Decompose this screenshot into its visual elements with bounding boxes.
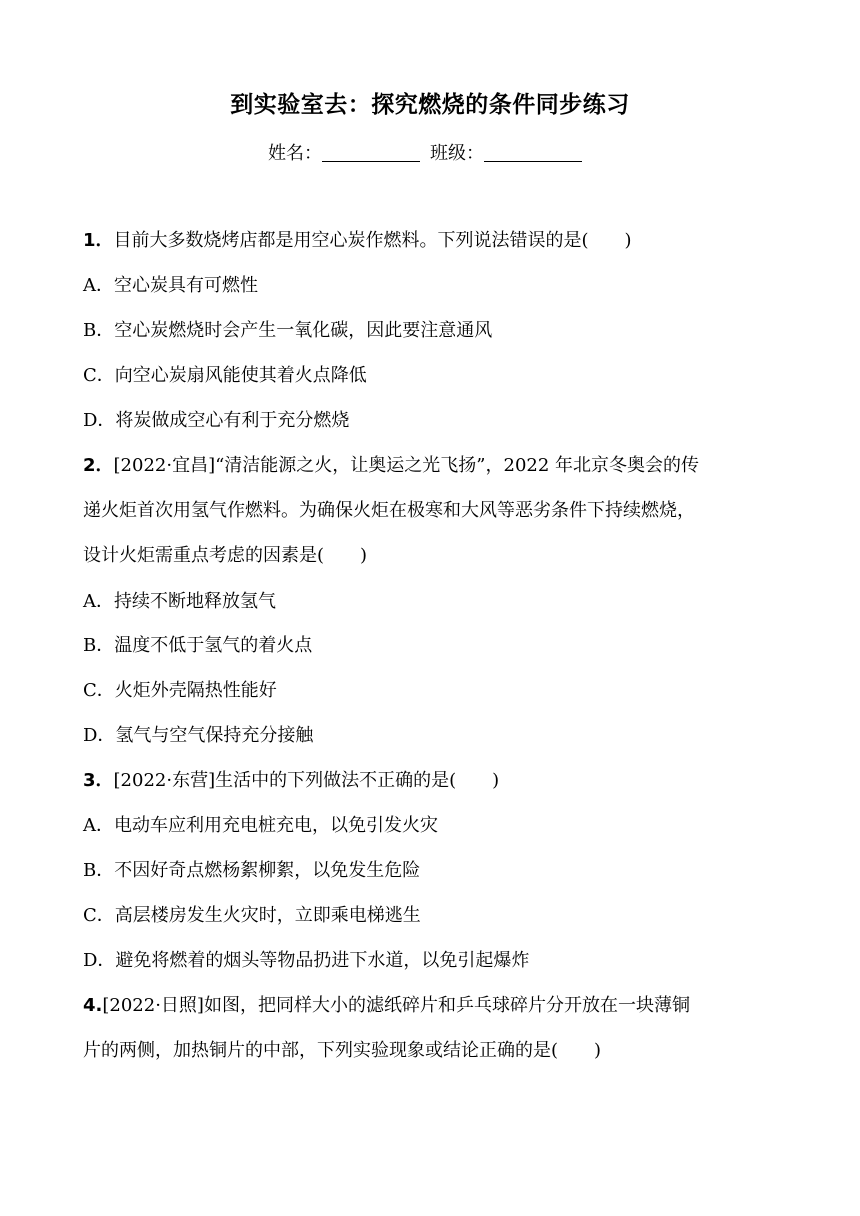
- class-blank: [484, 143, 582, 162]
- question-text: [2022·宜昌]“清洁能源之火，让奥运之光飞扬”，2022 年北京冬奥会的传: [113, 455, 700, 476]
- question-1-option-b: B．空心炭燃烧时会产生一氧化碳，因此要注意通风: [83, 320, 493, 341]
- question-3-option-b: B．不因好奇点燃杨絮柳絮，以免发生危险: [83, 860, 421, 881]
- question-1-option-a: A．空心炭具有可燃性: [83, 275, 258, 296]
- question-number: 3．: [83, 770, 114, 791]
- question-1-stem: [83, 228, 632, 254]
- question-2-stem-line-2: 递火炬首次用氢气作燃料。为确保火炬在极寒和大风等恶劣条件下持续燃烧，: [83, 500, 695, 521]
- question-1-option-d: D．将炭做成空心有利于充分燃烧: [83, 410, 350, 431]
- name-label: 姓名：: [268, 143, 322, 164]
- question-2-option-c: C．火炬外壳隔热性能好: [83, 680, 277, 701]
- question-2-stem: [83, 453, 699, 479]
- question-text: [2022·东营]生活中的下列做法不正确的是( ): [113, 770, 500, 791]
- question-2-option-b: B．温度不低于氢气的着火点: [83, 635, 313, 656]
- question-2-option-d: D．氢气与空气保持充分接触: [83, 725, 314, 746]
- question-4-stem: [83, 993, 690, 1019]
- question-number: 2．: [83, 455, 114, 476]
- question-3-option-c: C．高层楼房发生火灾时，立即乘电梯逃生: [83, 905, 421, 926]
- student-info: [0, 139, 860, 165]
- class-label: 班级：: [430, 143, 484, 164]
- question-3-stem: [83, 768, 499, 794]
- question-2-option-a: A．持续不断地释放氢气: [83, 591, 276, 612]
- name-blank: [322, 143, 420, 162]
- question-3-option-a: A．电动车应利用充电桩充电，以免引发火灾: [83, 815, 438, 836]
- question-text: [2022·日照]如图，把同样大小的滤纸碎片和乒乓球碎片分开放在一块薄铜: [102, 995, 690, 1016]
- question-4-stem-line-2: 片的两侧，加热铜片的中部，下列实验现象或结论正确的是( ): [83, 1040, 602, 1061]
- question-2-stem-line-3: 设计火炬需重点考虑的因素是( ): [83, 545, 368, 566]
- question-number: 4.: [83, 995, 103, 1016]
- question-number: 1．: [83, 230, 114, 251]
- question-text: 目前大多数烧烤店都是用空心炭作燃料。下列说法错误的是( ): [113, 230, 632, 251]
- question-1-option-c: C．向空心炭扇风能使其着火点降低: [83, 365, 367, 386]
- question-3-option-d: D．避免将燃着的烟头等物品扔进下水道，以免引起爆炸: [83, 950, 530, 971]
- page-title: 到实验室去：探究燃烧的条件同步练习: [230, 92, 630, 118]
